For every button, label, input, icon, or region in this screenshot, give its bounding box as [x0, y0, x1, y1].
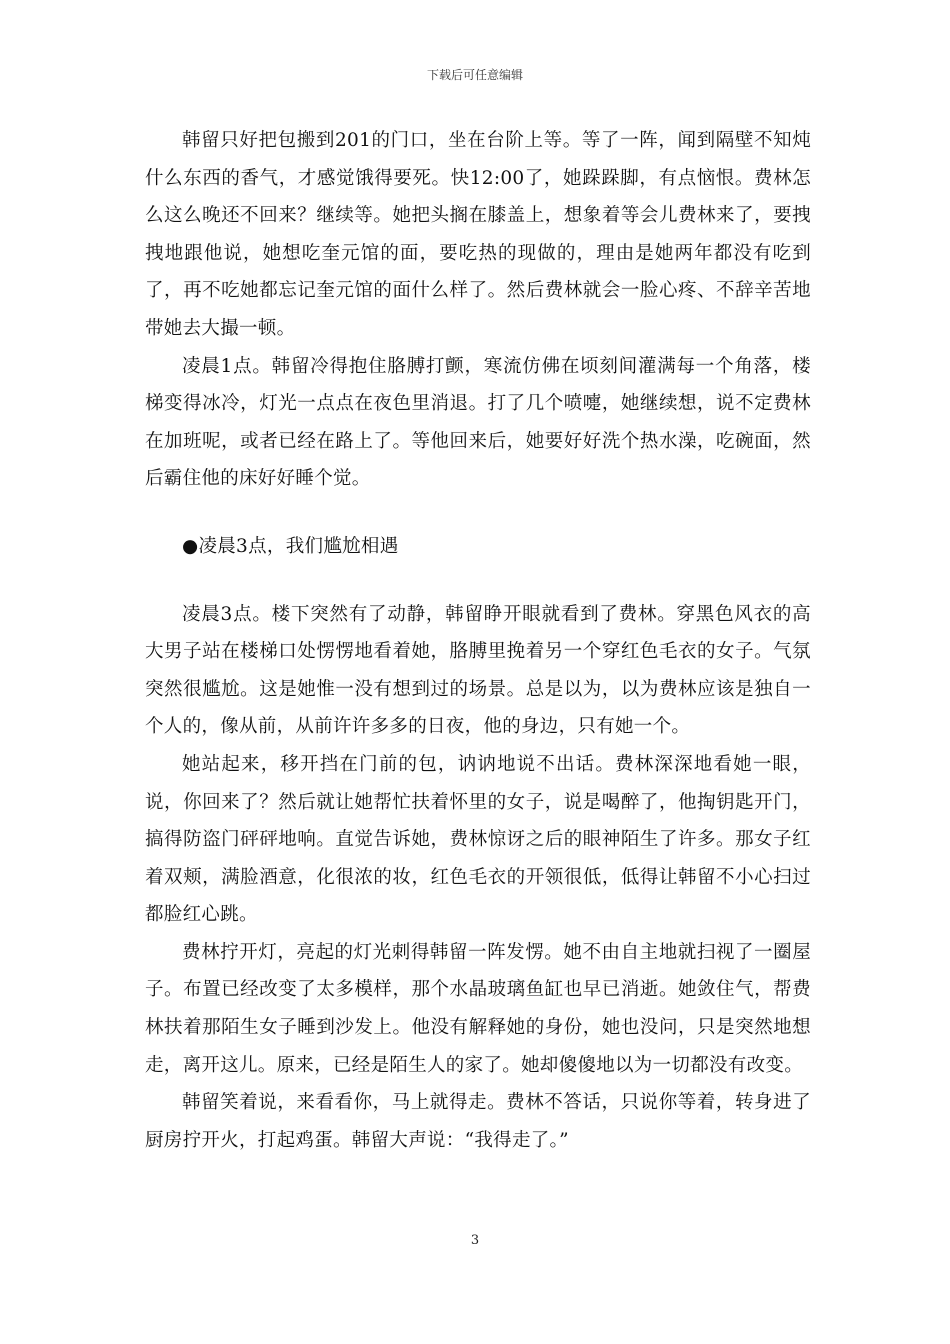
paragraph-6: 韩留笑着说，来看看你，马上就得走。费林不答话，只说你等着，转身进了厨房拧开火，打起鸡蛋。韩留大声说：“我得走了。”	[145, 1092, 811, 1151]
paragraph-3: 凌晨3点。楼下突然有了动静，韩留睁开眼就看到了费林。穿黑色风衣的高大男子站在楼梯口处愣愣地看着她，胳膊里挽着另一个穿红色毛衣的女子。气氛突然很尴尬。这是她惟一没有想到过的场景。总是以为，以为费林应该是独自一个人的，像从前，从前许许多多的日夜，他的身边，只有她一个。	[145, 603, 811, 738]
section-heading: ●凌晨3点，我们尴尬相遇	[182, 535, 399, 557]
paragraph-1: 韩留只好把包搬到201的门口，坐在台阶上等。等了一阵，闻到隔壁不知炖什么东西的香气，才感觉饿得要死。快12:00了，她跺跺脚，有点恼恨。费林怎么这么晚还不回来？继续等。她把头搁在膝盖上，想象着等会儿费林来了，要拽拽地跟他说，她想吃奎元馆的面，要吃热的现做的，理由是她两年都没有吃到了，再不吃她都忘记奎元馆的面什么样了。然后费林就会一脸心疼、不辞辛苦地带她去大撮一顿。	[145, 130, 811, 339]
paragraph-2: 凌晨1点。韩留冷得抱住胳膊打颤，寒流仿佛在顷刻间灌满每一个角落，楼梯变得冰冷，灯光一点点在夜色里消退。打了几个喷嚏，她继续想，说不定费林在加班呢，或者已经在路上了。等他回来后，她要好好洗个热水澡，吃碗面，然后霸住他的床好好睡个觉。	[145, 355, 811, 490]
page-number: 3	[470, 1233, 480, 1248]
body-text	[145, 122, 811, 1159]
page-header: 下载后可任意编辑	[426, 68, 523, 82]
paragraph-5: 费林拧开灯，亮起的灯光刺得韩留一阵发愣。她不由自主地就扫视了一圈屋子。布置已经改变了太多模样，那个水晶玻璃鱼缸也早已消逝。她敛住气，帮费林扶着那陌生女子睡到沙发上。他没有解释她的身份，她也没问，只是突然地想走，离开这儿。原来，已经是陌生人的家了。她却傻傻地以为一切都没有改变。	[145, 941, 811, 1076]
paragraph-4: 她站起来，移开挡在门前的包，讷讷地说不出话。费林深深地看她一眼，说，你回来了？然后就让她帮忙扶着怀里的女子，说是喝醉了，他掏钥匙开门，搞得防盗门砰砰地响。直觉告诉她，费林惊讶之后的眼神陌生了许多。那女子红着双颊，满脸酒意，化很浓的妆，红色毛衣的开领很低，低得让韩留不小心扫过都脸红心跳。	[145, 753, 811, 926]
